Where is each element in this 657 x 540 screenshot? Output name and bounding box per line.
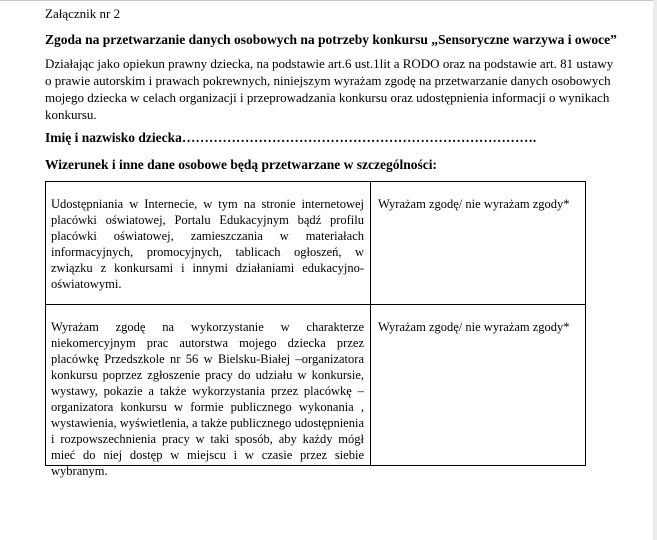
consent-cell[interactable]: Wyrażam zgodę/ nie wyrażam zgody* <box>378 197 570 211</box>
page-right-edge <box>653 0 657 540</box>
annex-label: Załącznik nr 2 <box>45 6 121 21</box>
table-row <box>46 305 585 478</box>
consent-table <box>45 181 586 478</box>
document-title: Zgoda na przetwarzanie danych osobowych na potrzeby konkursu „Sensoryczne warzywa i owoce” <box>45 32 617 47</box>
consent-cell[interactable]: Wyrażam zgodę/ nie wyrażam zgody* <box>378 320 570 334</box>
child-name-label: Imię i nazwisko dziecka <box>45 130 182 145</box>
child-name-dots[interactable]: ……………………………………………………………………. <box>181 130 537 145</box>
purpose-cell: Udostępniania w Internecie, w tym na stronie internetowej placówki oświatowej, Portalu Edukacyjnym bądź profilu placówki oświatowej, zamieszczania w materiałach informacyjnych, promocyjnych, tablicach ogłoszeń, w związku z konkursami i innymi działaniami edukacyjno-oświatowymi. <box>51 197 364 291</box>
scope-heading: Wizerunek i inne dane osobowe będą przetwarzane w szczególności: <box>45 157 437 172</box>
child-name-line <box>45 130 536 146</box>
page-top-edge <box>0 0 657 1</box>
table-row <box>46 182 585 305</box>
intro-paragraph: Działając jako opiekun prawny dziecka, na podstawie art.6 ust.1lit a RODO oraz na podstawie art. 81 ustawy o prawie autorskim i prawach pokrewnych, niniejszym wyrażam zgodę na przetwarzanie danych osobowych mojego dziecka w celach organizacji i przeprowadzania konkursu oraz udostępnienia informacji o wynikach konkursu. <box>45 56 614 122</box>
purpose-cell: Wyrażam zgodę na wykorzystanie w charakterze niekomercyjnym prac autorstwa mojego dziecka przez placówkę Przedszkole nr 56 w Bielsku-Białej –organizatora konkursu poprzez zgłoszenie pracy do udziału w konkursie, wystawy, pokazie a także wykorzystania przez placówkę – organizatora konkursu w formie publicznego wykonania , wystawienia, wyświetlenia, a także publicznego udostępnienia i rozpowszechnienia pracy w taki sposób, aby każdy mógł mieć do niej dostęp w miejscu i w czasie przez siebie wybranym. <box>51 320 364 478</box>
